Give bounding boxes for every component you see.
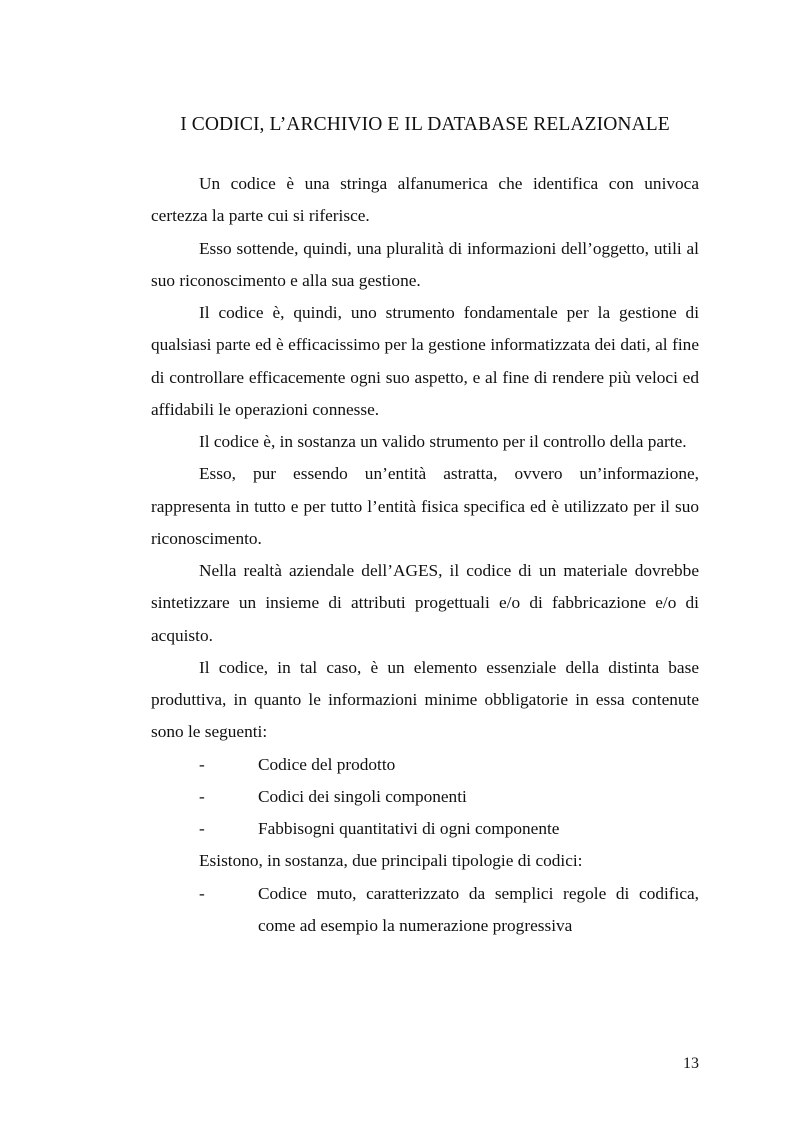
paragraph-6: Nella realtà aziendale dell’AGES, il codice di un materiale dovrebbe sintetizzare un insieme di attributi progettuali e/o di fabbricazione e/o di acquisto. [151, 561, 699, 645]
list-item [151, 781, 699, 813]
body-text [151, 168, 699, 942]
list-item [151, 813, 699, 845]
paragraph-1: Un codice è una stringa alfanumerica che identifica con univoca certezza la parte cui si riferisce. [151, 174, 699, 226]
page-number: 13 [683, 1055, 699, 1072]
list-dash: - [199, 754, 205, 774]
page-title: I CODICI, L’ARCHIVIO E IL DATABASE RELAZIONALE [180, 114, 670, 135]
list-dash: - [199, 883, 205, 903]
paragraph-3: Il codice è, quindi, uno strumento fondamentale per la gestione di qualsiasi parte ed è efficacissimo per la gestione informatizzata dei dati, al fine di controllare efficacemente ogni suo aspetto, e al fine di rendere più veloci ed affidabili le operazioni connesse. [151, 303, 699, 419]
list-item-text: Fabbisogni quantitativi di ogni componente [258, 819, 560, 838]
paragraph-5: Esso, pur essendo un’entità astratta, ovvero un’informazione, rappresenta in tutto e per tutto l’entità fisica specifica ed è utilizzato per il suo riconoscimento. [151, 464, 699, 548]
paragraph-8: Esistono, in sostanza, due principali tipologie di codici: [199, 851, 583, 871]
paragraph-4: Il codice è, in sostanza un valido strumento per il controllo della parte. [199, 432, 687, 451]
list-item-text: Codice muto, caratterizzato da semplici regole di codifica, come ad esempio la numerazione progressiva [258, 883, 699, 935]
paragraph-2: Esso sottende, quindi, una pluralità di informazioni dell’oggetto, utili al suo riconoscimento e alla sua gestione. [151, 238, 699, 290]
list-item [151, 749, 699, 781]
list-dash: - [199, 786, 205, 806]
list-dash: - [199, 819, 205, 838]
list-item [151, 878, 699, 943]
list-item-text: Codici dei singoli componenti [258, 786, 467, 806]
list-item-text: Codice del prodotto [258, 754, 396, 774]
paragraph-7: Il codice, in tal caso, è un elemento essenziale della distinta base produttiva, in quanto le informazioni minime obbligatorie in essa contenute sono le seguenti: [151, 657, 699, 742]
